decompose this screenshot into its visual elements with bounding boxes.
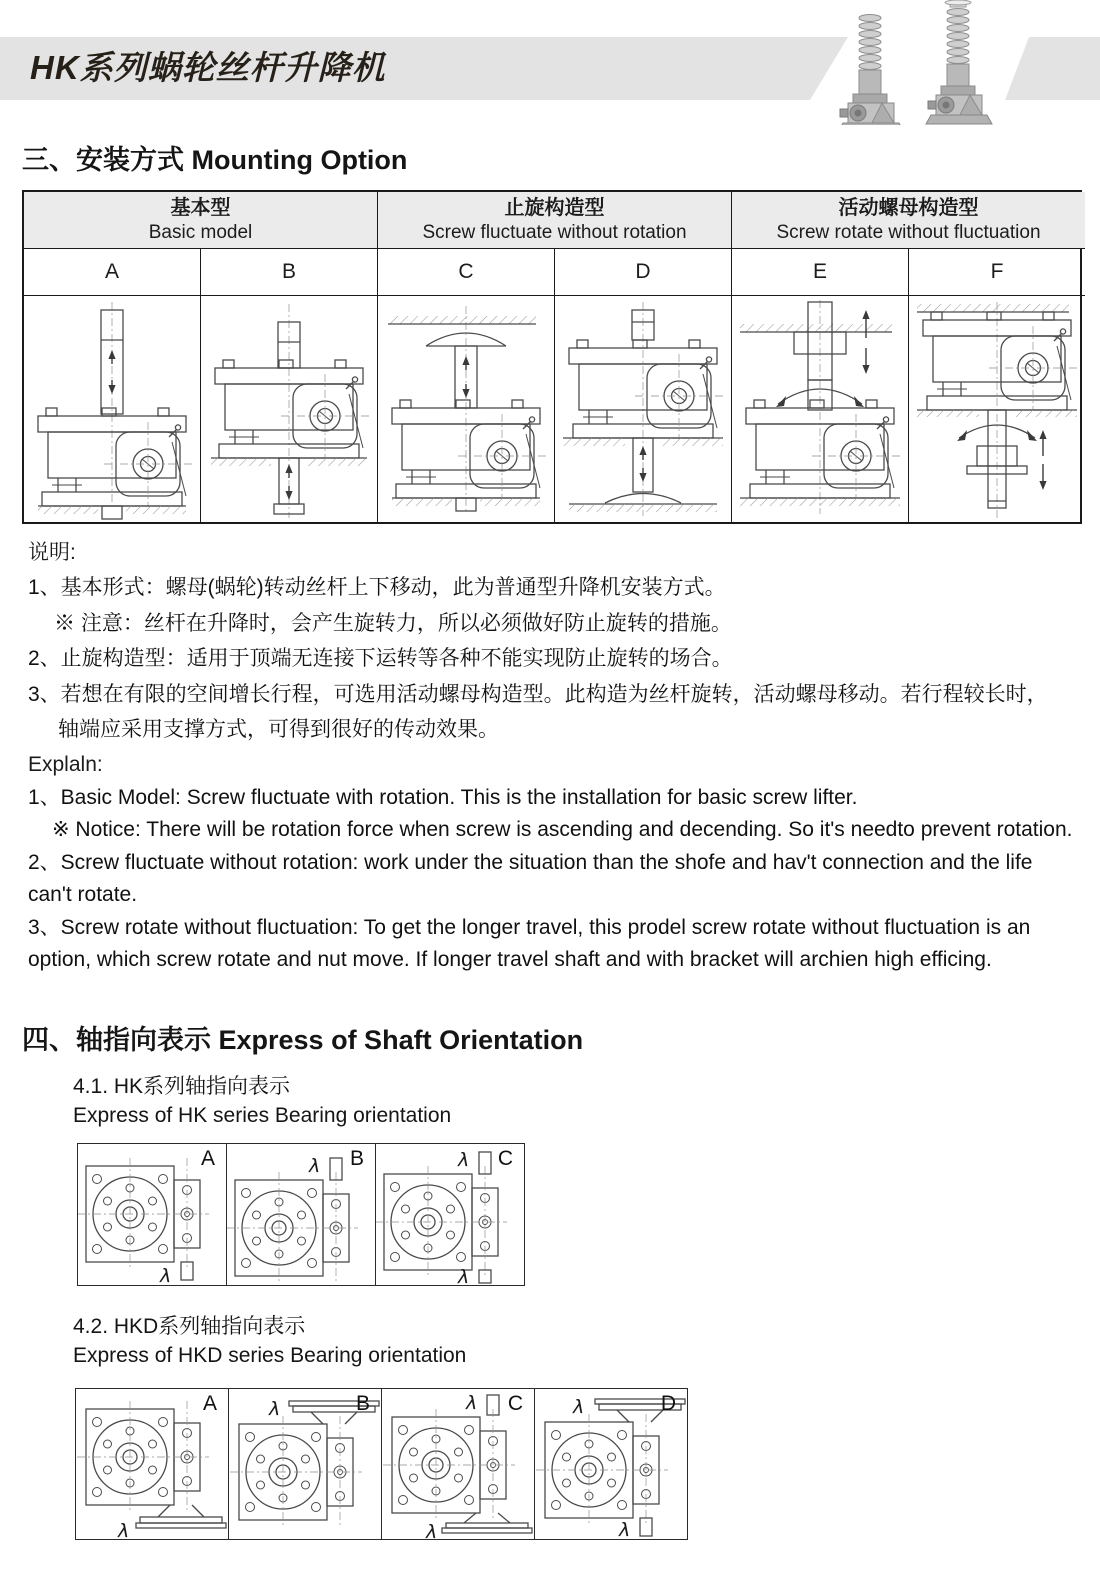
input-shaft-symbol: λ	[619, 1519, 631, 1539]
notes-zh-line-5: 轴端应采用支撑方式，可得到很好的传动效果。	[58, 718, 499, 741]
col-header-basic-zh: 基本型	[170, 197, 231, 219]
hkd-subtitle-zh: 4.2. HKD系列轴指向表示	[73, 1315, 306, 1338]
input-shaft-symbol: λ	[426, 1521, 438, 1539]
hkd-orientation-label-a: A	[202, 1392, 217, 1415]
hk-subtitle-en: Express of HK series Bearing orientation	[73, 1104, 452, 1127]
notes-zh-line-2: ※ 注意：丝杆在升降时，会产生旋转力，所以必须做好防止旋转的措施。	[54, 611, 732, 635]
input-shaft-symbol: λ	[573, 1396, 585, 1418]
input-shaft-symbol: λ	[118, 1520, 130, 1539]
mounting-diagram-cell-c	[378, 296, 555, 522]
hk-orientation-label-a: A	[200, 1147, 215, 1170]
col-header-basic	[24, 192, 378, 249]
mounting-diagram-cell-b	[201, 296, 378, 522]
hkd-orientation-label-c: C	[507, 1392, 523, 1415]
hkd-orientation-cell-d	[535, 1389, 687, 1539]
section4-title: 四、轴指向表示 Express of Shaft Orientation	[22, 1025, 584, 1055]
hk-orientation-cell-a	[78, 1144, 227, 1285]
col-header-travelingnut-en: Screw rotate without fluctuation	[776, 222, 1041, 243]
input-shaft-symbol: λ	[458, 1266, 470, 1285]
input-shaft-symbol: λ	[269, 1398, 281, 1420]
notes-en-line-3: 2、Screw fluctuate without rotation: work under the situation than the shofe and hav't connection and the life	[28, 850, 1033, 874]
mounting-diagram-cell-f	[909, 296, 1085, 522]
variant-label-a: A	[24, 249, 201, 296]
notes-zh-line-3: 2、止旋构造型：适用于顶端无连接下运转等各种不能实现防止旋转的场合。	[28, 647, 733, 670]
hk-orientation-table	[77, 1143, 525, 1286]
col-header-antirotation-zh: 止旋构造型	[504, 197, 605, 219]
product-photo	[836, 0, 1018, 125]
mounting-diagram-cell-a	[24, 296, 201, 522]
variant-label-b: B	[201, 249, 378, 296]
col-header-basic-en: Basic model	[148, 222, 253, 243]
hkd-orientation-label-d: D	[660, 1392, 676, 1415]
notes-en-heading: Explaln:	[28, 752, 103, 776]
col-header-travelingnut-zh: 活动螺母构造型	[838, 197, 979, 219]
mounting-diagram-cell-e	[732, 296, 909, 522]
hk-orientation-label-b: B	[349, 1147, 364, 1170]
variant-label-e: E	[732, 249, 909, 296]
hk-subtitle	[73, 1072, 451, 1130]
col-header-travelingnut	[732, 192, 1085, 249]
notes-en-line-6: option, which screw rotate and nut move. If longer travel shaft and with bracket will archien high efficing.	[28, 948, 992, 971]
hkd-orientation-cell-c	[382, 1389, 535, 1539]
hkd-subtitle-en: Express of HKD series Bearing orientation	[73, 1344, 467, 1367]
hk-orientation-label-c: C	[497, 1147, 513, 1170]
mounting-diagram-a	[24, 296, 200, 522]
input-shaft-symbol: λ	[309, 1155, 321, 1177]
mounting-diagram-f	[909, 296, 1085, 522]
notes-zh-line-4: 3、若想在有限的空间增长行程，可选用活动螺母构造型。此构造为丝杆旋转，活动螺母移动。若行程较长时，	[28, 682, 1048, 706]
notes-en-line-2: ※ Notice: There will be rotation force when screw is ascending and decending. So it's needto prevent rotation.	[52, 818, 1073, 841]
mounting-diagram-c	[378, 296, 554, 522]
notes-block	[28, 536, 1084, 977]
hkd-orientation-cell-a	[76, 1389, 229, 1539]
hkd-subtitle	[73, 1312, 466, 1370]
variant-label-d: D	[555, 249, 732, 296]
input-shaft-symbol: λ	[466, 1392, 478, 1414]
hk-subtitle-zh: 4.1. HK系列轴指向表示	[73, 1075, 291, 1098]
hk-orientation-cell-b	[227, 1144, 376, 1285]
page-title: HK系列蜗轮丝杆升降机	[30, 49, 386, 86]
notes-en-line-1: 1、Basic Model: Screw fluctuate with rotation. This is the installation for basic screw lifter.	[28, 785, 858, 809]
hkd-orientation-table	[75, 1388, 688, 1540]
notes-zh-heading: 说明:	[28, 541, 76, 564]
header-corner-shape	[1005, 37, 1100, 100]
mounting-diagram-e	[732, 296, 908, 522]
section3-title: 三、安装方式 Mounting Option	[22, 145, 408, 175]
variant-label-f: F	[909, 249, 1085, 296]
mounting-diagram-b	[201, 296, 377, 522]
notes-en-line-4: can't rotate.	[28, 883, 138, 906]
hkd-orientation-label-b: B	[355, 1392, 370, 1415]
hkd-orientation-cell-b	[229, 1389, 382, 1539]
mounting-diagram-d	[555, 296, 731, 522]
col-header-antirotation	[378, 192, 732, 249]
mounting-option-table	[22, 190, 1082, 524]
mounting-diagram-cell-d	[555, 296, 732, 522]
input-shaft-symbol: λ	[160, 1265, 172, 1285]
notes-zh-line-1: 1、基本形式：螺母(蜗轮)转动丝杆上下移动，此为普通型升降机安装方式。	[28, 576, 726, 599]
input-shaft-symbol: λ	[458, 1149, 470, 1171]
variant-label-c: C	[378, 249, 555, 296]
col-header-antirotation-en: Screw fluctuate without rotation	[422, 222, 687, 243]
hk-orientation-cell-c	[376, 1144, 524, 1285]
notes-en-line-5: 3、Screw rotate without fluctuation: To get the longer travel, this prodel screw rotate without fluctuation is an	[28, 915, 1031, 939]
